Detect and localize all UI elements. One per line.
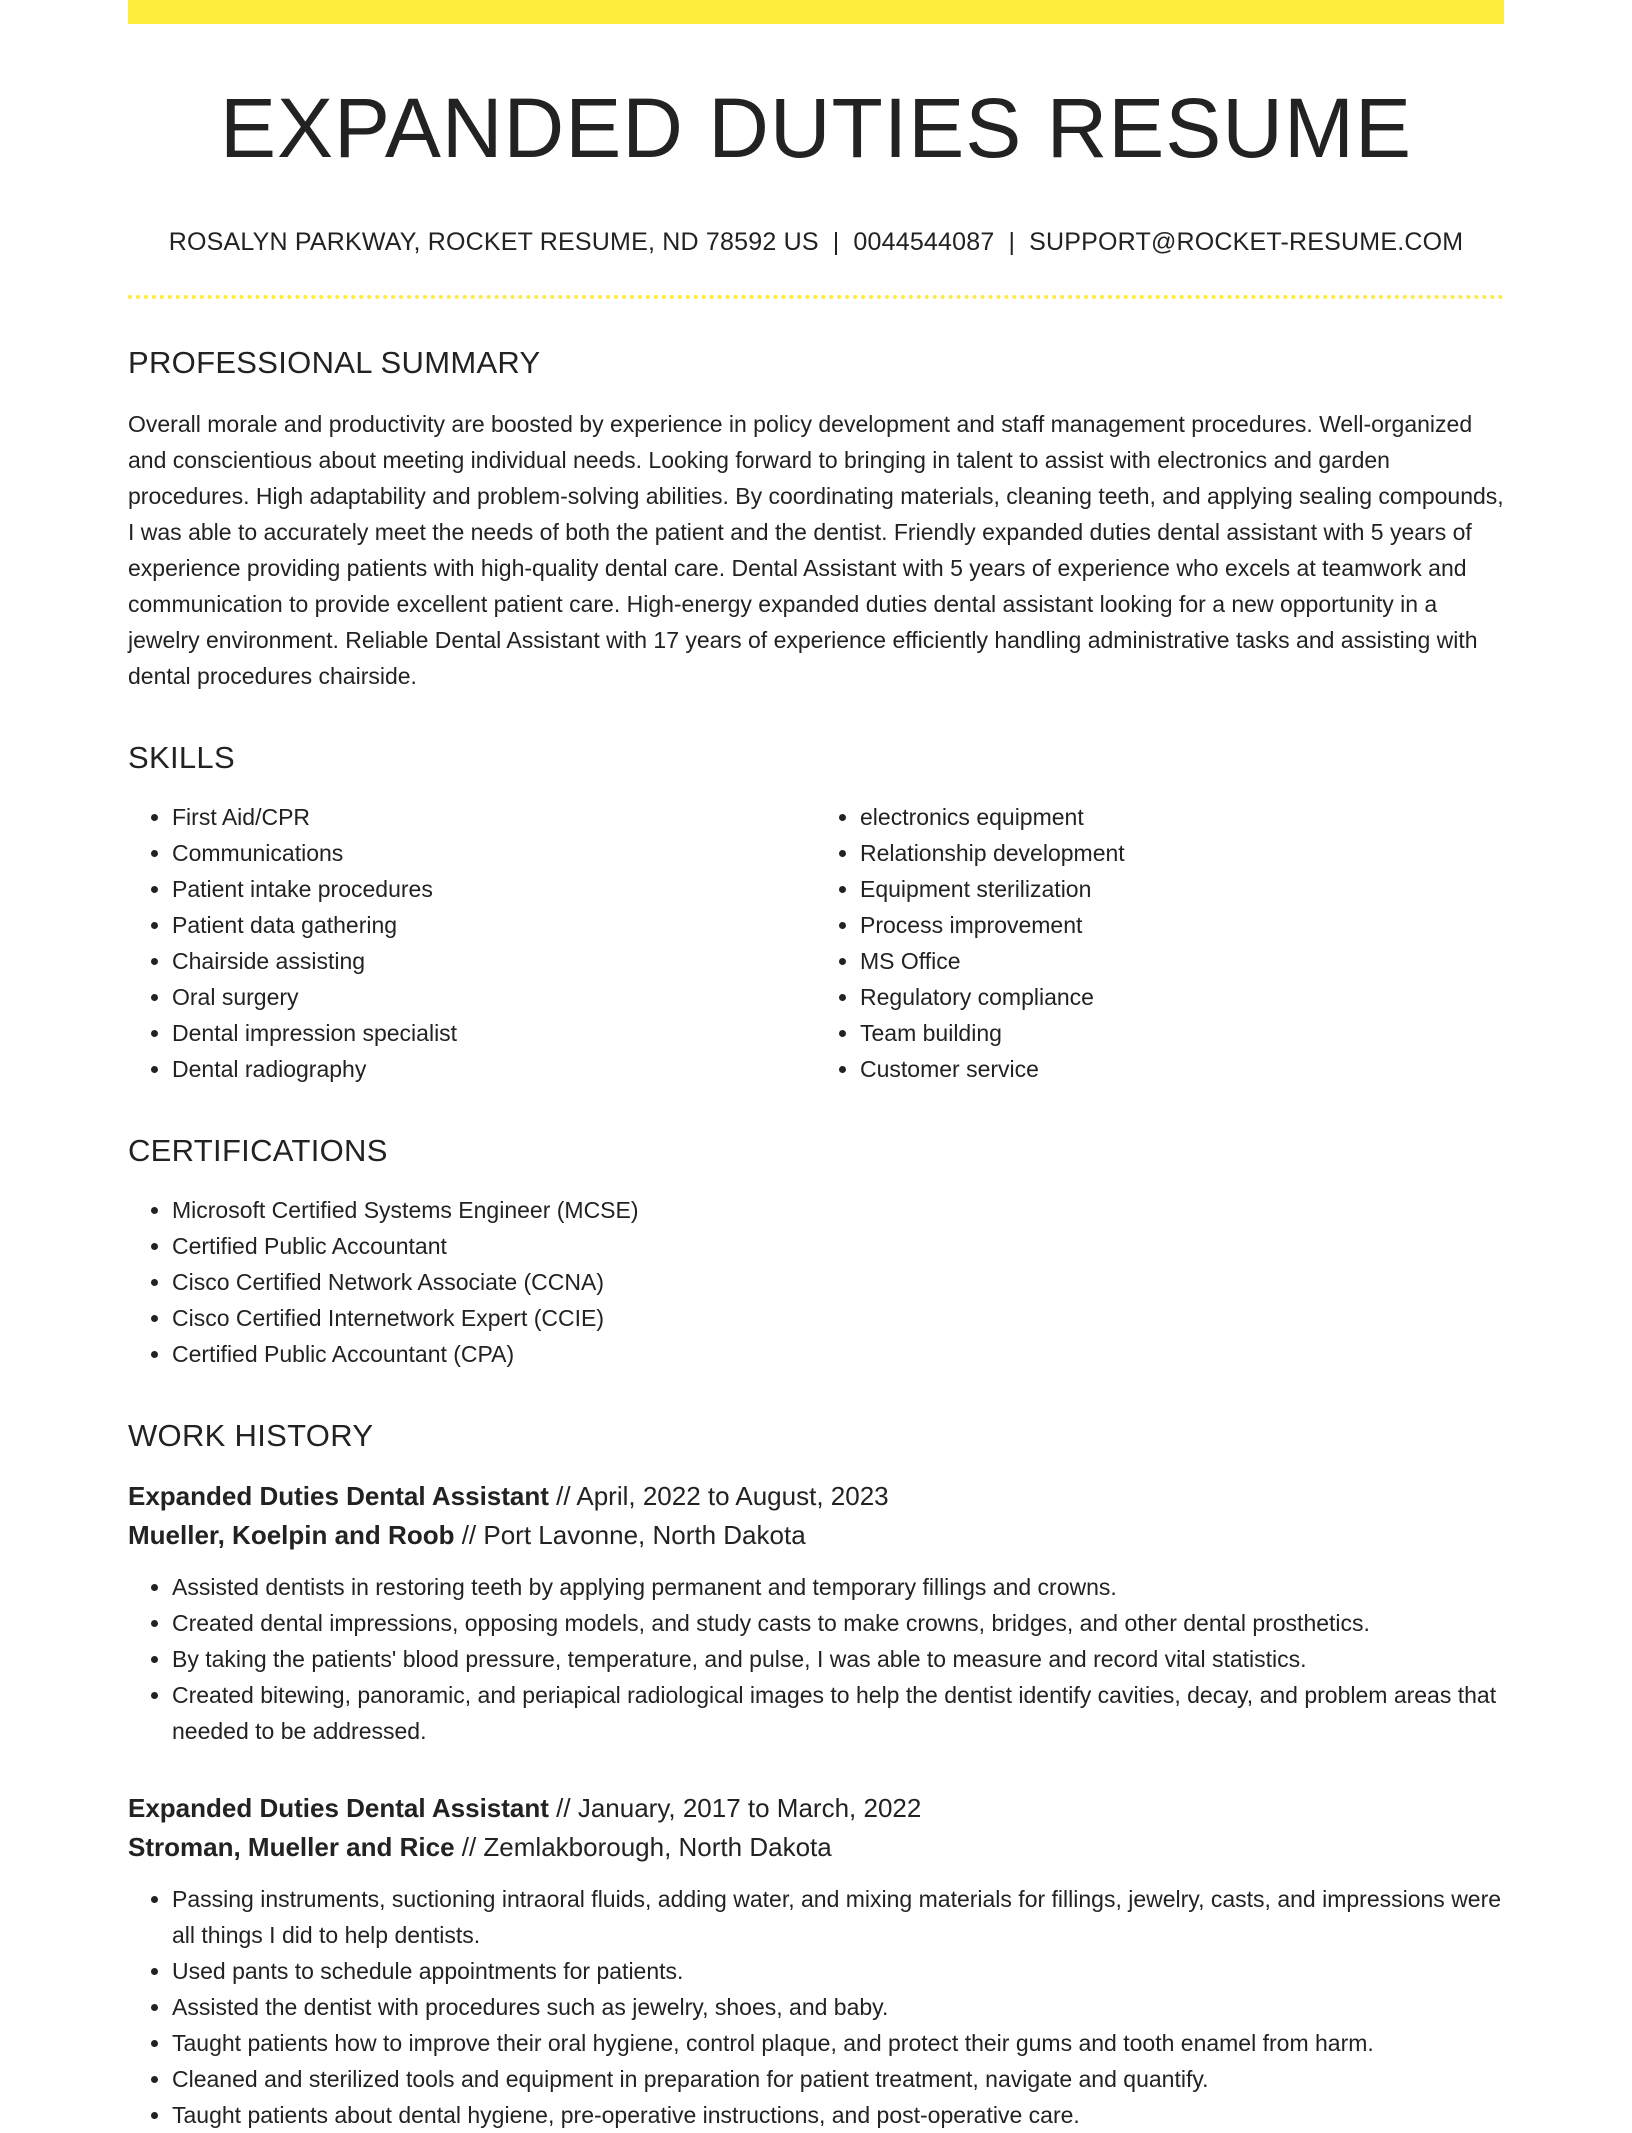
resume-page — [128, 0, 1504, 2133]
job-company: Mueller, Koelpin and Roob — [128, 1520, 455, 1550]
list-item: • Patient data gathering — [172, 907, 816, 943]
contact-line — [128, 230, 1504, 255]
list-item: • MS Office — [860, 943, 1504, 979]
list-item: • Assisted the dentist with procedures such as jewelry, shoes, and baby. — [172, 1989, 1504, 2025]
list-item: • Oral surgery — [172, 979, 816, 1015]
job-title: Expanded Duties Dental Assistant — [128, 1481, 549, 1511]
contact-email[interactable]: SUPPORT@ROCKET-RESUME.COM — [1029, 228, 1464, 256]
list-item: • Microsoft Certified Systems Engineer (MCSE) — [172, 1192, 1504, 1228]
contact-address: ROSALYN PARKWAY, ROCKET RESUME, ND 78592 US — [168, 228, 819, 256]
list-item: • Certified Public Accountant — [172, 1228, 1504, 1264]
contact-phone: 0044544087 — [853, 228, 995, 256]
list-item: • Chairside assisting — [172, 943, 816, 979]
job-location: // Port Lavonne, North Dakota — [454, 1520, 806, 1550]
list-item: • Cleaned and sterilized tools and equipment in preparation for patient treatment, navigate and quantify. — [172, 2061, 1504, 2097]
list-item: • Relationship development — [860, 835, 1504, 871]
job-entry — [128, 1789, 1504, 2133]
work-history-heading: WORK HISTORY — [128, 1418, 374, 1453]
accent-top-bar — [128, 0, 1504, 24]
resume-title: EXPANDED DUTIES RESUME — [220, 81, 1412, 175]
list-item: • Team building — [860, 1015, 1504, 1051]
summary-text: Overall morale and productivity are boosted by experience in policy development and staff management procedures. Well-organized and conscientious about meeting individual needs. Looking forward to bringing in talent to assist with electronics and garden procedures. High adaptability and problem-solving abilities. By coordinating materials, cleaning teeth, and applying sealing compounds, I was able to accurately meet the needs of both the patient and the dentist. Friendly expanded duties dental assistant with 5 years of experience providing patients with high-quality dental care. Dental Assistant with 5 years of experience who excels at teamwork and communication to provide excellent patient care. High-energy expanded duties dental assistant looking for a new opportunity in a jewelry environment. Reliable Dental Assistant with 17 years of experience efficiently handling administrative tasks and assisting with dental procedures chairside. — [128, 411, 1504, 689]
list-item: • Assisted dentists in restoring teeth by applying permanent and temporary fillings and crowns. — [172, 1569, 1504, 1605]
job-dates: // April, 2022 to August, 2023 — [548, 1481, 889, 1511]
job-dates: // January, 2017 to March, 2022 — [548, 1793, 922, 1823]
skills-list-right — [816, 799, 1504, 1087]
list-item: • Dental impression specialist — [172, 1015, 816, 1051]
job-title-line — [128, 1789, 1504, 1828]
list-item: • Taught patients how to improve their oral hygiene, control plaque, and protect their gums and tooth enamel from harm. — [172, 2025, 1504, 2061]
list-item: • First Aid/CPR — [172, 799, 816, 835]
list-item: • Created dental impressions, opposing models, and study casts to make crowns, bridges, and other dental prosthetics. — [172, 1605, 1504, 1641]
list-item: • Regulatory compliance — [860, 979, 1504, 1015]
list-item: • Dental radiography — [172, 1051, 816, 1087]
dotted-divider — [128, 295, 1504, 299]
skills-heading: SKILLS — [128, 740, 235, 775]
list-item: • Cisco Certified Internetwork Expert (CCIE) — [172, 1300, 1504, 1336]
job-company-line — [128, 1828, 1504, 1867]
list-item: • Created bitewing, panoramic, and periapical radiological images to help the dentist identify cavities, decay, and problem areas that needed to be addressed. — [172, 1677, 1504, 1749]
list-item: • By taking the patients' blood pressure, temperature, and pulse, I was able to measure and record vital statistics. — [172, 1641, 1504, 1677]
contact-separator: | — [1008, 228, 1016, 256]
list-item: • electronics equipment — [860, 799, 1504, 835]
job-title-line — [128, 1477, 1504, 1516]
job-duties-list — [128, 1881, 1504, 2133]
list-item: • Process improvement — [860, 907, 1504, 943]
job-company: Stroman, Mueller and Rice — [128, 1832, 455, 1862]
skills-columns — [128, 799, 1504, 1087]
contact-separator: | — [832, 228, 840, 256]
work-history-list — [128, 1477, 1504, 2133]
skills-list-left — [128, 799, 816, 1087]
list-item: • Passing instruments, suctioning intraoral fluids, adding water, and mixing materials for fillings, jewelry, casts, and impressions were all things I did to help dentists. — [172, 1881, 1504, 1953]
job-title: Expanded Duties Dental Assistant — [128, 1793, 549, 1823]
list-item: • Certified Public Accountant (CPA) — [172, 1336, 1504, 1372]
list-item: • Customer service — [860, 1051, 1504, 1087]
list-item: • Equipment sterilization — [860, 871, 1504, 907]
list-item: • Used pants to schedule appointments for patients. — [172, 1953, 1504, 1989]
summary-heading: PROFESSIONAL SUMMARY — [128, 345, 541, 380]
list-item: • Communications — [172, 835, 816, 871]
job-company-line — [128, 1516, 1504, 1555]
list-item: • Cisco Certified Network Associate (CCNA) — [172, 1264, 1504, 1300]
certifications-heading: CERTIFICATIONS — [128, 1133, 388, 1168]
job-duties-list — [128, 1569, 1504, 1749]
list-item: • Patient intake procedures — [172, 871, 816, 907]
certifications-list — [128, 1192, 1504, 1372]
job-entry — [128, 1477, 1504, 1749]
list-item: • Taught patients about dental hygiene, pre-operative instructions, and post-operative care. — [172, 2097, 1504, 2133]
job-location: // Zemlakborough, North Dakota — [454, 1832, 832, 1862]
